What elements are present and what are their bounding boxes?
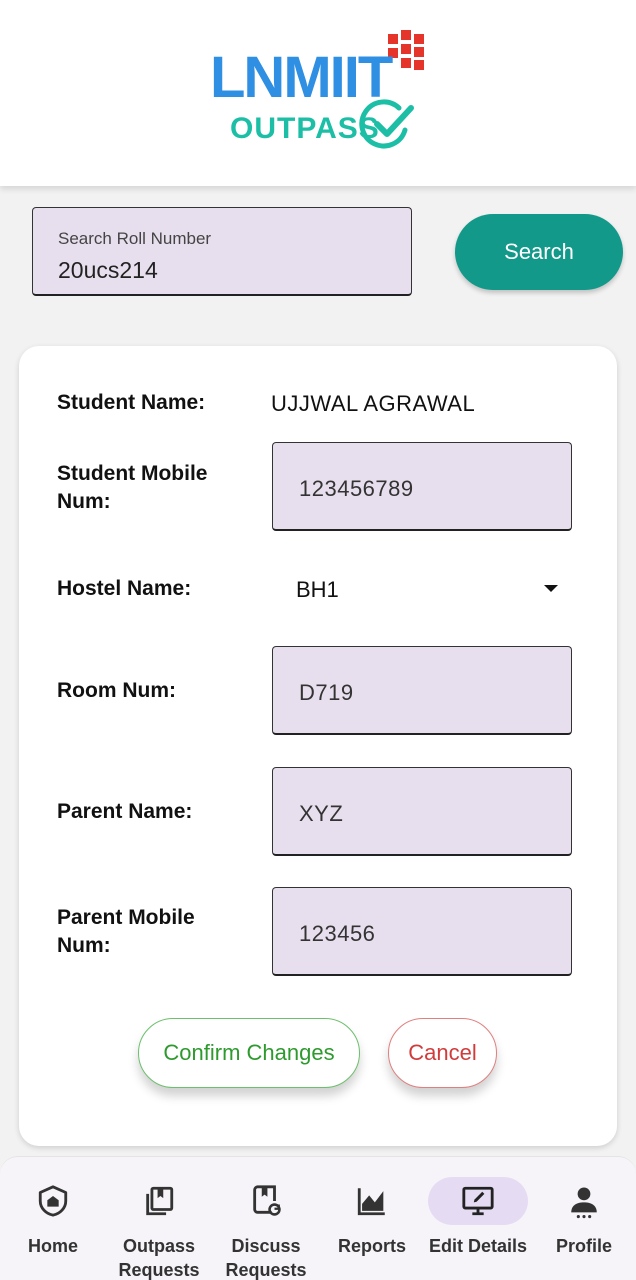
app-header [0,0,636,186]
search-roll-number-input[interactable] [32,207,412,296]
parent-name-value[interactable]: XYZ [299,801,344,826]
hostel-name-dropdown[interactable] [296,575,566,605]
logo-text-outpass: OUTPASS [230,112,380,145]
person-icon[interactable] [552,1177,616,1225]
bookmark-book-icon[interactable] [127,1177,191,1225]
chart-icon[interactable] [340,1177,404,1225]
nav-item-outpass-requests[interactable] [106,1157,212,1280]
student-mobile-value[interactable]: 123456789 [299,476,414,501]
student-name-value: UJJWAL AGRAWAL [271,391,476,416]
home-icon[interactable] [21,1177,85,1225]
nav-item-profile[interactable] [532,1157,636,1280]
room-num-value[interactable]: D719 [299,680,354,705]
student-mobile-label: Student Mobile Num: [57,462,208,513]
cancel-button[interactable]: Cancel [388,1018,497,1088]
search-roll-number-label: Search Roll Number [58,229,212,248]
book-refresh-icon[interactable] [234,1177,298,1225]
dropdown-arrow-icon[interactable] [544,585,558,592]
student-details-card [19,346,617,1146]
nav-label-reports[interactable]: Reports [337,1236,406,1256]
parent-mobile-value[interactable]: 123456 [299,921,376,946]
room-num-field[interactable] [272,646,572,735]
nav-item-reports[interactable] [320,1157,424,1280]
nav-item-home[interactable] [0,1157,106,1280]
nav-label-edit-details[interactable]: Edit Details [428,1236,528,1256]
logo-pixel-grid [388,30,436,80]
parent-mobile-label: Parent Mobile Num: [57,906,195,957]
lnmiit-outpass-logo [205,28,445,158]
search-button[interactable]: Search [455,214,623,290]
nav-label-profile[interactable]: Profile [555,1236,612,1256]
parent-name-label: Parent Name: [57,800,193,823]
logo-text-lnmiit: LNMIIT [210,45,392,110]
parent-name-field[interactable] [272,767,572,856]
parent-mobile-field[interactable] [272,887,572,976]
hostel-name-label: Hostel Name: [57,577,192,600]
nav-item-edit-details[interactable] [424,1157,532,1280]
logo-check-icon [355,94,417,156]
hostel-name-value[interactable]: BH1 [296,577,339,602]
nav-label-outpass-requests[interactable]: Outpass Requests [118,1236,200,1280]
search-roll-number-value[interactable]: 20ucs214 [58,257,158,283]
student-name-label: Student Name: [57,391,206,414]
room-num-label: Room Num: [57,679,176,702]
student-mobile-field[interactable] [272,442,572,531]
nav-label-discuss-requests[interactable]: Discuss Requests [225,1236,307,1280]
confirm-changes-button[interactable]: Confirm Changes [138,1018,360,1088]
bottom-navigation [0,1156,636,1280]
monitor-edit-icon[interactable] [428,1177,528,1225]
nav-label-home[interactable]: Home [27,1236,78,1256]
nav-item-discuss-requests[interactable] [212,1157,320,1280]
